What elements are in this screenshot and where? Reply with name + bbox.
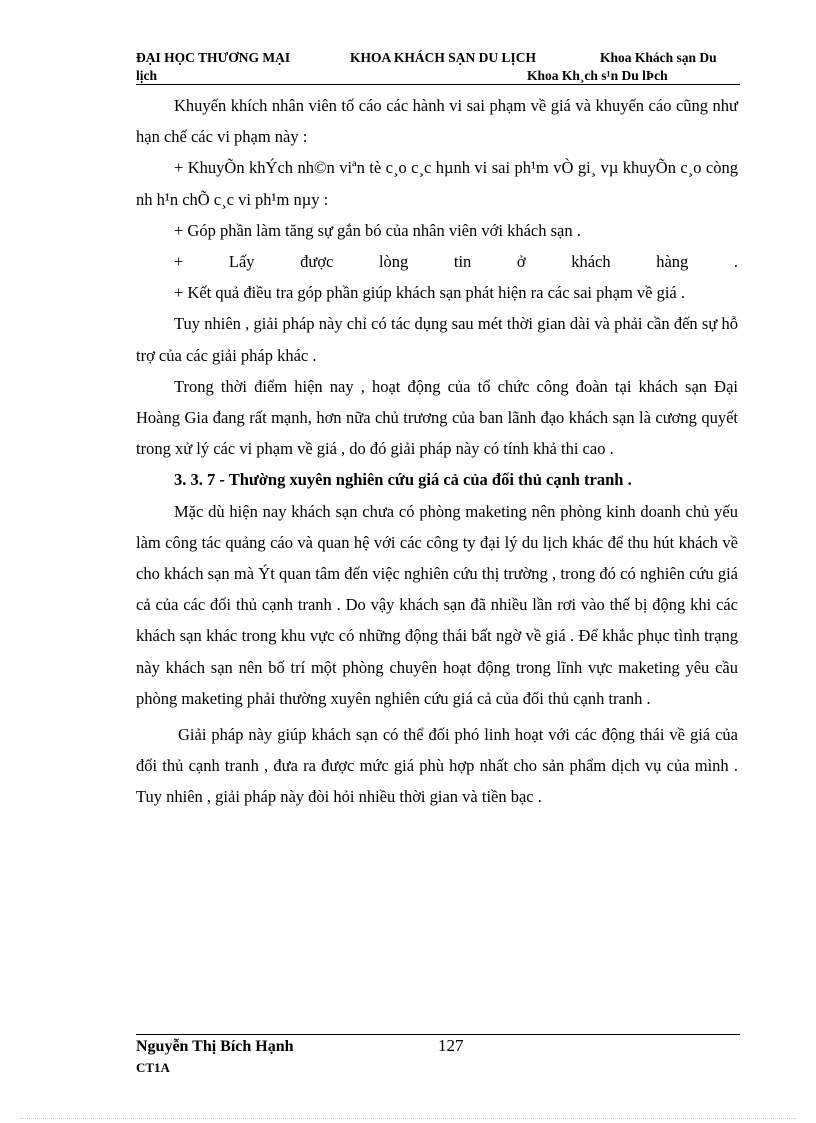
paragraph: + Lấy được lòng tin ở khách hàng . (174, 252, 738, 272)
header-faculty: KHOA KHÁCH SẠN DU LỊCH (350, 50, 537, 65)
paragraph: + Kết quả điều tra góp phần giúp khách sạn phát hiện ra các sai phạm về giá . (174, 283, 686, 303)
running-header-line-2 (136, 68, 740, 84)
section-number: 3. 3. 7 - (174, 470, 225, 490)
running-header-line-1 (136, 50, 740, 68)
section-heading (136, 464, 738, 495)
header-rule (136, 84, 740, 85)
page-number: 127 (438, 1036, 464, 1055)
footer-author: Nguyễn Thị Bích Hạnh (136, 1038, 294, 1055)
paragraph: + KhuyÕn khÝch nh©n viªn tè c¸o c¸c hµnh vi sai ph¹m vÒ gi¸ vµ khuyÕn c¸o còng nh h¹n chÕ c¸c vi ph¹m nµy : (136, 158, 738, 209)
paragraph: Giải pháp này giúp khách sạn có thể đối phó linh hoạt với các động thái về giá của đối thủ cạnh tranh , đưa ra được mức giá phù hợp nhất cho sản phẩm dịch vụ của mình . Tuy nhiên , giải pháp này đòi hỏi nhiều thời gian và tiền bạc . (136, 725, 738, 807)
footer-rule (136, 1034, 740, 1035)
header-faculty-garbled: Khoa Kh¸ch s¹n Du lÞch (527, 68, 668, 83)
page-bottom-dotted-border (20, 1118, 796, 1119)
body-text (136, 90, 738, 813)
paragraph: + Góp phần làm tăng sự gắn bó của nhân viên với khách sạn . (174, 220, 581, 240)
header-faculty-short: Khoa Khách sạn Du (600, 50, 717, 65)
header-university: ĐẠI HỌC THƯƠNG MẠI (136, 50, 291, 65)
paragraph: Tuy nhiên , giải pháp này chỉ có tác dụng sau mét thời gian dài và phải cần đến sự hỗ trợ của các giải pháp khác . (136, 314, 738, 365)
paragraph: Trong thời điểm hiện nay , hoạt động của tổ chức công đoàn tại khách sạn Đại Hoàng Gia đang rất mạnh, hơn nữa chủ trương của ban lãnh đạo khách sạn là cương quyết trong xử lý các vi phạm về giá , do đó giải pháp này có tính khả thi cao . (136, 376, 738, 459)
section-title: Thường xuyên nghiên cứu giá cả của đối thủ cạnh tranh . (228, 470, 632, 490)
footer-class: CT1A (136, 1060, 170, 1075)
header-faculty-short-cont: lịch (136, 68, 158, 83)
paragraph: Khuyến khích nhân viên tố cáo các hành vi sai phạm về giá và khuyến cáo cũng như hạn chế các vi phạm này : (136, 96, 738, 147)
paragraph: Mặc dù hiện nay khách sạn chưa có phòng maketing nên phòng kinh doanh chủ yếu làm công tác quảng cáo và quan hệ với các công ty đại lý du lịch khác để thu hút khách về cho khách sạn mà Ýt quan tâm đến việc nghiên cứu thị trường , trong đó có nghiên cứu giá cả của các đối thủ cạnh tranh . Do vậy khách sạn đã nhiều lần rơi vào thế bị động khi các khách sạn khác trong khu vực có những động thái bất ngờ về giá . Để khắc phục tình trạng này khách sạn nên bố trí một phòng chuyên hoạt động trong lĩnh vực maketing yêu cầu phòng maketing phải thường xuyên nghiên cứu giá cả của đối thủ cạnh tranh . (136, 501, 738, 708)
